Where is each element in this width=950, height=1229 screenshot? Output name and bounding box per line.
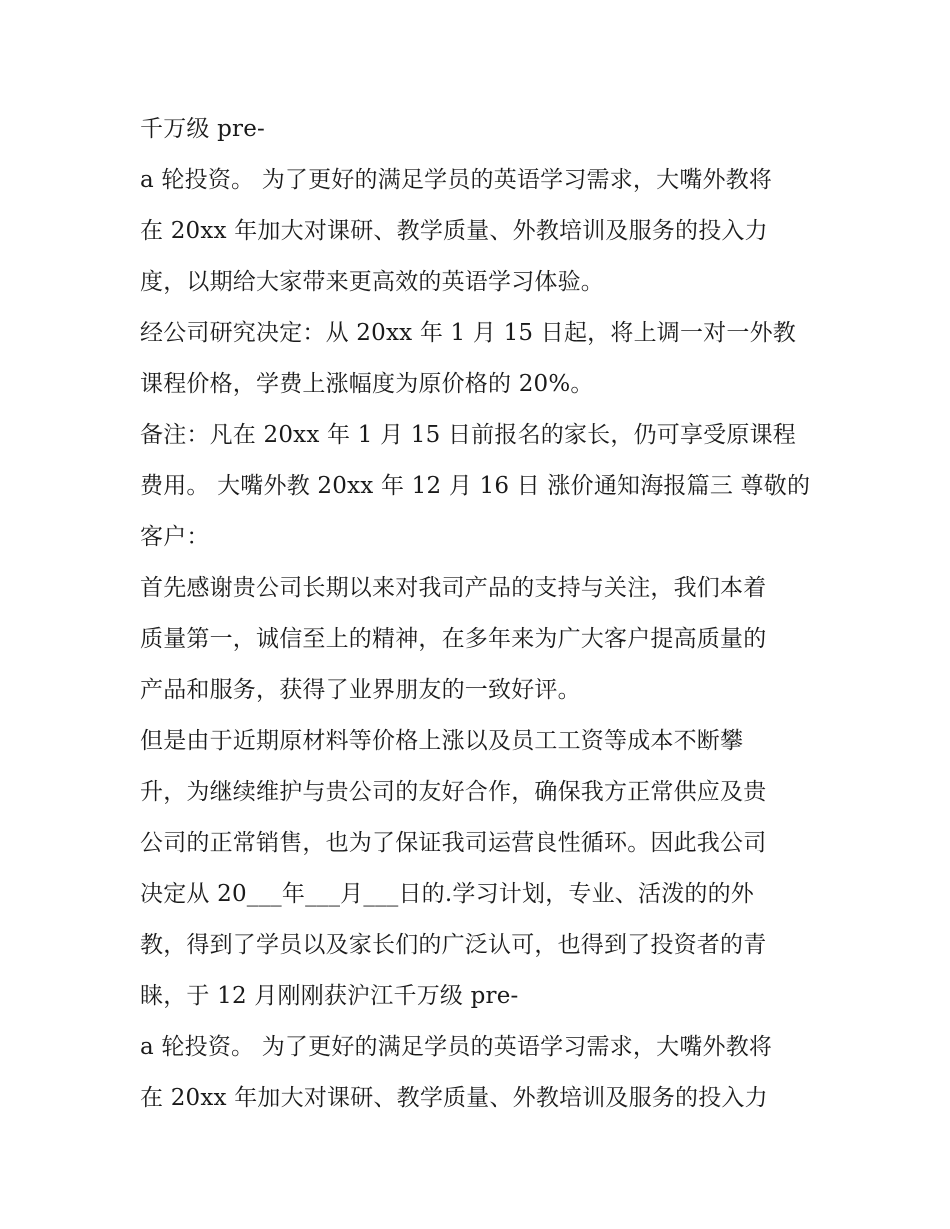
text-line: 产品和服务，获得了业界朋友的一致好评。: [140, 677, 581, 703]
text-line: 质量第一，诚信至上的精神，在多年来为广大客户提高质量的: [140, 626, 767, 652]
text-line: 经公司研究决定：从 20xx 年 1 月 15 日起，将上调一对一外教: [140, 320, 796, 346]
text-line: 公司的正常销售，也为了保证我司运营良性循环。因此我公司: [140, 830, 767, 856]
text-line: 教，得到了学员以及家长们的广泛认可，也得到了投资者的青: [140, 932, 767, 958]
text-line: 决定从 20___年___月___日的.学习计划，专业、活泼的的外: [140, 881, 754, 907]
text-line: 费用。 大嘴外教 20xx 年 12 月 16 日 涨价通知海报篇三 尊敬的: [140, 473, 811, 499]
text-line: 在 20xx 年加大对课研、教学质量、外教培训及服务的投入力: [140, 1085, 768, 1111]
text-line: 在 20xx 年加大对课研、教学质量、外教培训及服务的投入力: [140, 218, 768, 244]
text-line: 首先感谢贵公司长期以来对我司产品的支持与关注，我们本着: [140, 575, 767, 601]
text-line: 睐，于 12 月刚刚获沪江千万级 pre-: [140, 983, 519, 1009]
text-line: 课程价格，学费上涨幅度为原价格的 20%。: [140, 371, 594, 397]
text-line: 度，以期给大家带来更高效的英语学习体验。: [140, 269, 604, 295]
text-line: 客户：: [140, 524, 210, 550]
text-line: 备注：凡在 20xx 年 1 月 15 日前报名的家长，仍可享受原课程: [140, 422, 796, 448]
text-line: 千万级 pre-: [140, 116, 266, 142]
text-line: 但是由于近期原材料等价格上涨以及员工工资等成本不断攀: [140, 728, 744, 754]
text-line: a 轮投资。 为了更好的满足学员的英语学习需求，大嘴外教将: [140, 167, 773, 193]
text-line: a 轮投资。 为了更好的满足学员的英语学习需求，大嘴外教将: [140, 1034, 773, 1060]
document-body: [140, 104, 820, 1124]
text-line: 升，为继续维护与贵公司的友好合作，确保我方正常供应及贵: [140, 779, 767, 805]
